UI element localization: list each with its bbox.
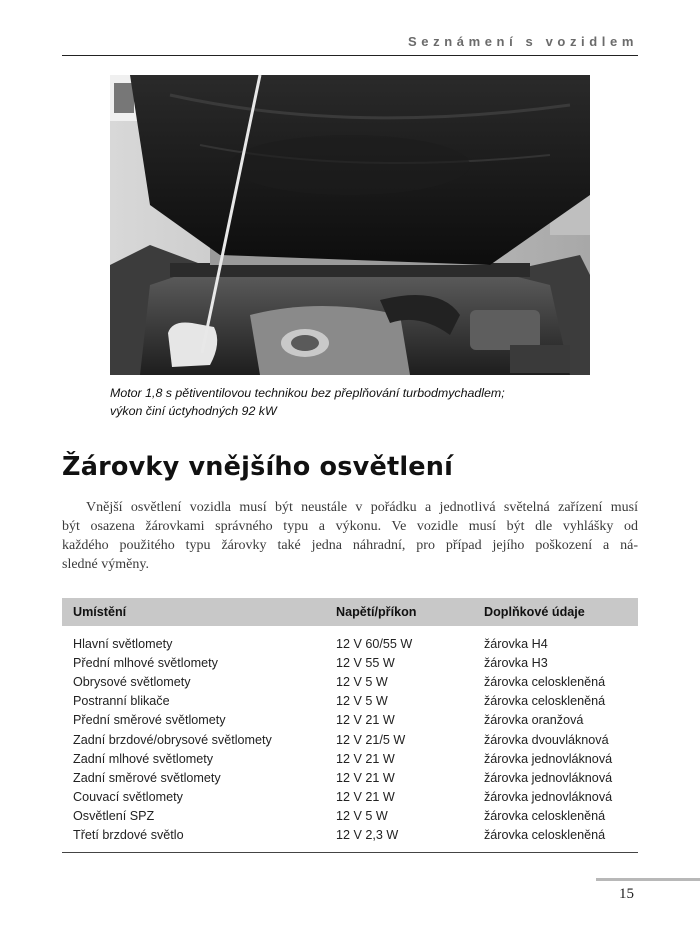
- cell-location: Postranní blikače: [73, 694, 170, 709]
- cell-voltage: 12 V 21 W: [336, 770, 395, 785]
- table-row: [62, 711, 638, 730]
- cell-notes: žárovka jednovláknová: [484, 770, 613, 785]
- page-number: 15: [619, 886, 634, 902]
- table-bottom-rule: [62, 852, 638, 853]
- cell-location: Hlavní světlomety: [73, 636, 173, 651]
- cell-voltage: 12 V 2,3 W: [336, 828, 399, 843]
- table-row: [62, 730, 638, 749]
- cell-notes: žárovka celoskleněná: [484, 809, 606, 824]
- cell-voltage: 12 V 5 W: [336, 694, 388, 709]
- photo-caption: [110, 384, 630, 420]
- engine-bay-photo: [110, 75, 590, 375]
- paragraph-line: každého použitého typu žárovky také jedna náhradní, pro případ jejího poškození a ná-: [62, 538, 638, 553]
- engine-bay-photo-icon: [110, 75, 590, 375]
- cell-notes: žárovka H4: [484, 636, 548, 651]
- cell-voltage: 12 V 5 W: [336, 674, 388, 689]
- cell-voltage: 12 V 55 W: [336, 655, 395, 670]
- cell-notes: žárovka dvouvláknová: [484, 732, 609, 747]
- cell-voltage: 12 V 21/5 W: [336, 732, 406, 747]
- cell-notes: žárovka H3: [484, 655, 548, 670]
- column-header-voltage: Napětí/příkon: [336, 598, 484, 626]
- table-row: [62, 749, 638, 768]
- cell-location: Osvětlení SPZ: [73, 809, 155, 824]
- cell-notes: žárovka jednovláknová: [484, 751, 613, 766]
- column-header-location: Umístění: [62, 598, 336, 626]
- cell-voltage: 12 V 60/55 W: [336, 636, 413, 651]
- cell-location: Přední mlhové světlomety: [73, 655, 218, 670]
- cell-notes: žárovka jednovláknová: [484, 790, 613, 805]
- cell-location: Couvací světlomety: [73, 790, 183, 805]
- cell-notes: žárovka oranžová: [484, 713, 584, 728]
- cell-location: Zadní směrové světlomety: [73, 770, 221, 785]
- cell-location: Přední směrové světlomety: [73, 713, 226, 728]
- table-row: [62, 672, 638, 691]
- table-row: [62, 692, 638, 711]
- cell-voltage: 12 V 5 W: [336, 809, 388, 824]
- cell-voltage: 12 V 21 W: [336, 751, 395, 766]
- header-rule: [62, 55, 638, 56]
- cell-location: Zadní brzdové/obrysové světlomety: [73, 732, 272, 747]
- cell-notes: žárovka celoskleněná: [484, 674, 606, 689]
- paragraph-line: být osazena žárovkami správného typu a výkonu. Ve vozidle musí být dle vyhlášky od: [62, 519, 638, 534]
- section-heading: Žárovky vnějšího osvětlení: [62, 452, 454, 482]
- cell-voltage: 12 V 21 W: [336, 713, 395, 728]
- cell-location: Zadní mlhové světlomety: [73, 751, 213, 766]
- paragraph-line: Vnější osvětlení vozidla musí být neustále v pořádku a jednotlivá světelná zařízení musí: [86, 500, 638, 515]
- cell-notes: žárovka celoskleněná: [484, 694, 606, 709]
- paragraph-line: sledné výměny.: [62, 557, 149, 572]
- cell-location: Třetí brzdové světlo: [73, 828, 184, 843]
- caption-line: výkon činí úctyhodných 92 kW: [110, 404, 277, 418]
- caption-line: Motor 1,8 s pětiventilovou technikou bez přeplňování turbodmychadlem;: [110, 386, 505, 400]
- bulb-table: [62, 598, 638, 845]
- page-number-rule: [596, 878, 700, 881]
- column-header-notes: Doplňkové údaje: [484, 598, 638, 626]
- cell-notes: žárovka celoskleněná: [484, 828, 606, 843]
- table-row: [62, 634, 638, 653]
- table-row: [62, 653, 638, 672]
- table-row: [62, 807, 638, 826]
- table-header-row: [62, 598, 638, 626]
- intro-paragraph: [62, 498, 638, 574]
- running-head: Seznámení s vozidlem: [408, 34, 638, 49]
- cell-voltage: 12 V 21 W: [336, 790, 395, 805]
- table-row: [62, 826, 638, 845]
- table-row: [62, 768, 638, 787]
- table-row: [62, 788, 638, 807]
- cell-location: Obrysové světlomety: [73, 674, 191, 689]
